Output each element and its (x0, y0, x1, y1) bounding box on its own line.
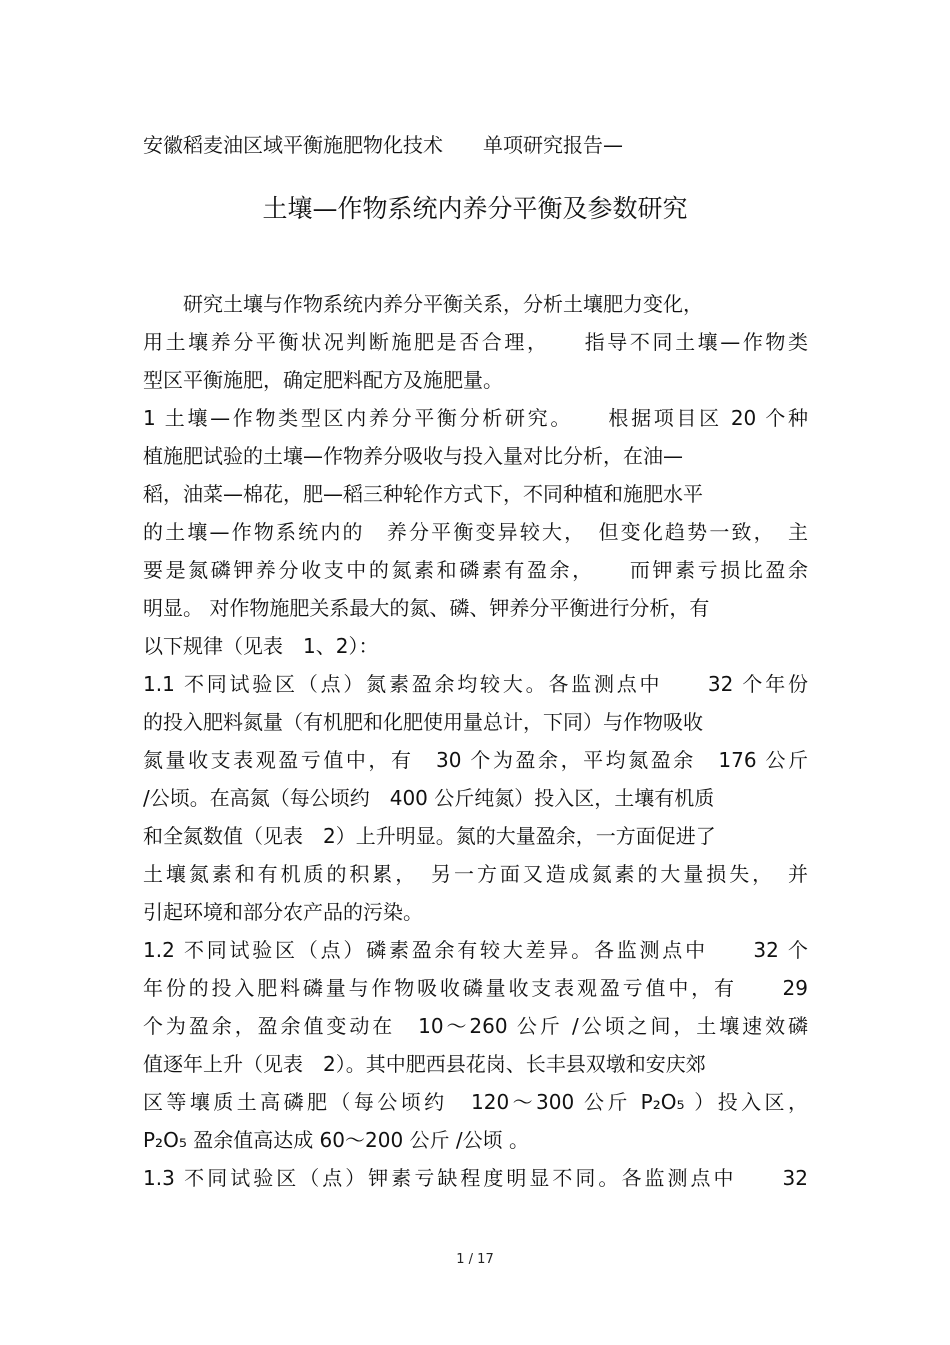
text-line: 值逐年上升（见表 2）。其中肥西县花岗、长丰县双墩和安庆郊 (143, 1052, 706, 1076)
text-line: 要是氮磷钾养分收支中的氮素和磷素有盈余， 而钾素亏损比盈余 (143, 558, 808, 582)
page-number: 1 / 17 (456, 1252, 494, 1267)
text-line: 和全氮数值（见表 2）上升明显。氮的大量盈余，一方面促进了 (143, 824, 716, 848)
text-line: 年份的投入肥料磷量与作物吸收磷量收支表观盈亏值中，有 29 (143, 976, 808, 1000)
text-line: 的土壤—作物系统内的 养分平衡变异较大， 但变化趋势一致， 主 (143, 520, 808, 544)
body-text (143, 285, 808, 1197)
text-line: 型区平衡施肥，确定肥料配方及施肥量。 (143, 368, 503, 392)
text-line: P₂O₅ 盈余值高达成 60～200 公斤 /公顷 。 (143, 1128, 529, 1152)
text-line: 用土壤养分平衡状况判断施肥是否合理， 指导不同土壤—作物类 (143, 330, 808, 354)
text-line: 个为盈余，盈余值变动在 10～260 公斤 /公顷之间，土壤速效磷 (143, 1014, 808, 1038)
text-line: 1.1 不同试验区（点）氮素盈余均较大。各监测点中 32 个年份 (143, 672, 808, 696)
text-line: 明显。 对作物施肥关系最大的氮、磷、钾养分平衡进行分析，有 (143, 596, 710, 620)
text-line: 区等壤质土高磷肥（每公顷约 120～300 公斤 P₂O₅ ）投入区， (143, 1090, 808, 1114)
text-line: 氮量收支表观盈亏值中，有 30 个为盈余，平均氮盈余 176 公斤 (143, 748, 808, 772)
text-line: 研究土壤与作物系统内养分平衡关系，分析土壤肥力变化， (183, 292, 703, 316)
text-line: 1.3 不同试验区（点）钾素亏缺程度明显不同。各监测点中 32 (143, 1166, 808, 1190)
text-line: 植施肥试验的土壤—作物养分吸收与投入量对比分析，在油— (143, 444, 683, 468)
text-line: 以下规律（见表 1、2）： (143, 634, 379, 658)
text-line: 土壤氮素和有机质的积累， 另一方面又造成氮素的大量损失， 并 (143, 862, 808, 886)
report-header (143, 131, 623, 159)
report-header-type: 单项研究报告— (483, 133, 623, 157)
text-line: 的投入肥料氮量（有机肥和化肥使用量总计，下同）与作物吸收 (143, 710, 703, 734)
text-line: 1 土壤—作物类型区内养分平衡分析研究。 根据项目区 20 个种 (143, 406, 808, 430)
report-header-series: 安徽稻麦油区域平衡施肥物化技术 (143, 133, 443, 157)
text-line: 稻，油菜—棉花，肥—稻三种轮作方式下，不同种植和施肥水平 (143, 482, 703, 506)
text-line: /公顷。在高氮（每公顷约 400 公斤纯氮）投入区，土壤有机质 (143, 786, 715, 810)
document-title: 土壤—作物系统内养分平衡及参数研究 (262, 194, 688, 223)
text-line: 1.2 不同试验区（点）磷素盈余有较大差异。各监测点中 32 个 (143, 938, 808, 962)
text-line: 引起环境和部分农产品的污染。 (143, 900, 423, 924)
